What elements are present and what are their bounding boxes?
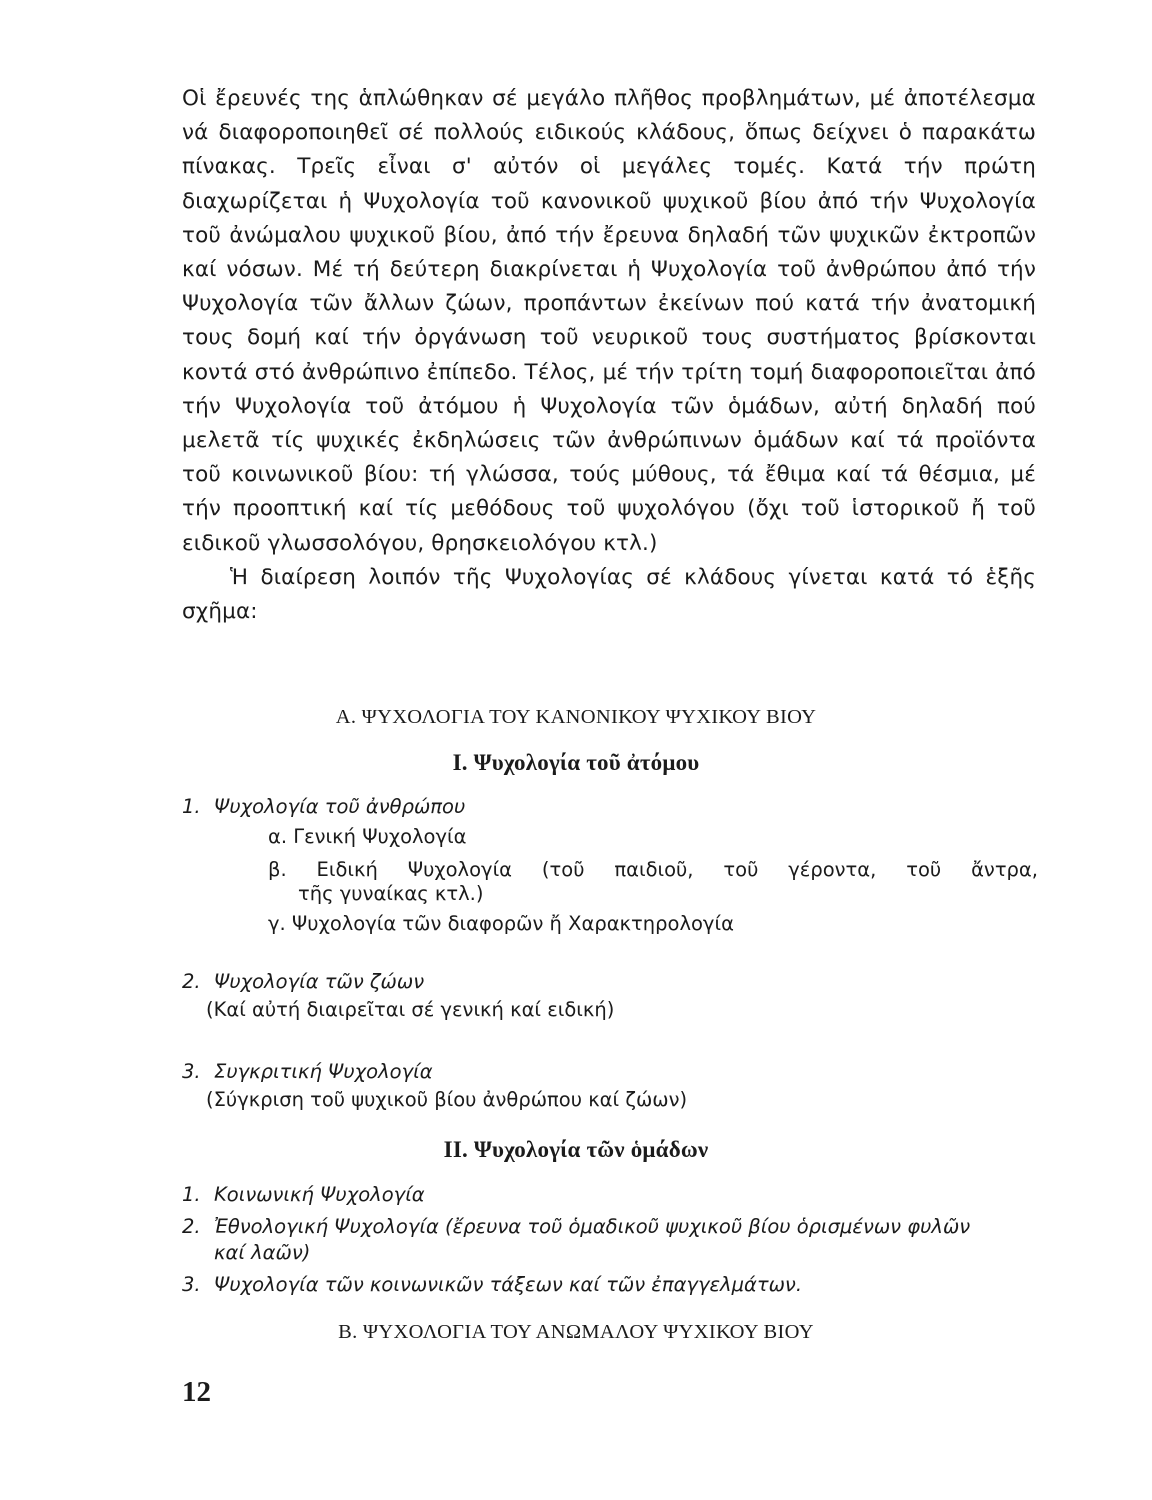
- list-item-class-psychology: [182, 1271, 1042, 1299]
- list-item-animal-psychology: [182, 968, 1042, 996]
- list-text: Ψυχολογία τῶν ζώων: [214, 970, 425, 993]
- list-number: 3.: [182, 1273, 201, 1296]
- section-a-heading: Α. ΨΥΧΟΛΟΓΙΑ ΤΟΥ ΚΑΝΟΝΙΚΟΥ ΨΥΧΙΚΟΥ ΒΙΟΥ: [335, 706, 817, 728]
- ethnological-psychology-cont: καί λαῶν): [214, 1241, 311, 1264]
- list-text: Κοινωνική Ψυχολογία: [214, 1183, 425, 1206]
- list-number: 2.: [182, 1215, 201, 1238]
- sub-item-special: β. Ειδική Ψυχολογία (τοῦ παιδιοῦ, τοῦ γέροντα, τοῦ ἄντρα,: [268, 858, 1038, 881]
- sub-item-general: α. Γενική Ψυχολογία: [268, 825, 467, 848]
- list-item-social-psychology: [182, 1181, 1042, 1209]
- section-b-heading: Β. ΨΥΧΟΛΟΓΙΑ ΤΟΥ ΑΝΩΜΑΛΟΥ ΨΥΧΙΚΟΥ ΒΙΟΥ: [338, 1321, 814, 1343]
- body-text: [182, 82, 1036, 629]
- division-paragraph: Ἡ διαίρεση λοιπόν τῆς Ψυχολογίας σέ κλάδους γίνεται κατά τό ἑξῆς σχῆμα:: [182, 564, 1036, 625]
- list-number: 2.: [182, 970, 201, 993]
- list-number: 1.: [182, 795, 201, 818]
- subsection-individual-heading: Ι. Ψυχολογία τοῦ ἀτόμου: [452, 750, 700, 775]
- sub-item-differences: γ. Ψυχολογία τῶν διαφορῶν ἤ Χαρακτηρολογία: [268, 912, 734, 935]
- list-text: Ἐθνολογική Ψυχολογία (ἔρευνα τοῦ ὁμαδικοῦ ψυχικοῦ βίου ὁρισμένων φυλῶν: [214, 1215, 971, 1238]
- list-text: Συγκριτική Ψυχολογία: [214, 1060, 433, 1083]
- list-text: Ψυχολογία τοῦ ἀνθρώπου: [214, 795, 466, 818]
- page-number: 12: [182, 1376, 211, 1408]
- animal-psychology-note: (Καί αὐτή διαιρεῖται σέ γενική καί ειδική): [206, 998, 615, 1021]
- list-text: Ψυχολογία τῶν κοινωνικῶν τάξεων καί τῶν ἐπαγγελμάτων.: [214, 1273, 803, 1296]
- list-number: 3.: [182, 1060, 201, 1083]
- list-number: 1.: [182, 1183, 201, 1206]
- list-item-ethnological-psychology: [182, 1213, 1042, 1241]
- list-item-human-psychology: [182, 793, 1042, 821]
- list-item-comparative-psychology: [182, 1058, 1042, 1086]
- sub-item-special-cont: τῆς γυναίκας κτλ.): [298, 882, 484, 905]
- subsection-groups-heading: ΙΙ. Ψυχολογία τῶν ὁμάδων: [443, 1137, 709, 1162]
- intro-paragraph: Οἱ ἔρευνές της ἁπλώθηκαν σέ μεγάλο πλῆθος προβλημάτων, μέ ἀποτέλεσμα νά διαφοροποιηθεῖ σέ πολλούς ειδικούς κλάδους, ὅπως δείχνει ὁ παρακάτω πίνακας. Τρεῖς εἶναι σ' αὐτόν οἱ μεγάλες τομές. Κατά τήν πρώτη διαχωρίζεται ἡ Ψυχολογία τοῦ κανονικοῦ ψυχικοῦ βίου ἀπό τήν Ψυχολογία τοῦ ἀνώμαλου ψυχικοῦ βίου, ἀπό τήν ἔρευνα δηλαδή τῶν ψυχικῶν ἐκτροπῶν καί νόσων. Μέ τή δεύτερη διακρίνεται ἡ Ψυχολογία τοῦ ἀνθρώπου ἀπό τήν Ψυχολογία τῶν ἄλλων ζώων, προπάντων ἐκείνων πού κατά τήν ἀνατομική τους δομή καί τήν ὀργάνωση τοῦ νευρικοῦ τους συστήματος βρίσκονται κοντά στό ἀνθρώπινο ἐπίπεδο. Τέλος, μέ τήν τρίτη τομή διαφοροποιεῖται ἀπό τήν Ψυχολογία τοῦ ἀτόμου ἡ Ψυχολογία τῶν ὁμάδων, αὐτή δηλαδή πού μελετᾶ τίς ψυχικές ἐκδηλώσεις τῶν ἀνθρώπινων ὁμάδων καί τά προϊόντα τοῦ κοινωνικοῦ βίου: τή γλώσσα, τούς μύθους, τά ἔθιμα καί τά θέσμια, μέ τήν προοπτική καί τίς μεθόδους τοῦ ψυχολόγου (ὄχι τοῦ ἱστορικοῦ ἤ τοῦ ειδικοῦ γλωσσολόγου, θρησκειολόγου κτλ.): [182, 86, 1036, 556]
- comparative-psychology-note: (Σύγκριση τοῦ ψυχικοῦ βίου ἀνθρώπου καί ζώων): [206, 1088, 688, 1111]
